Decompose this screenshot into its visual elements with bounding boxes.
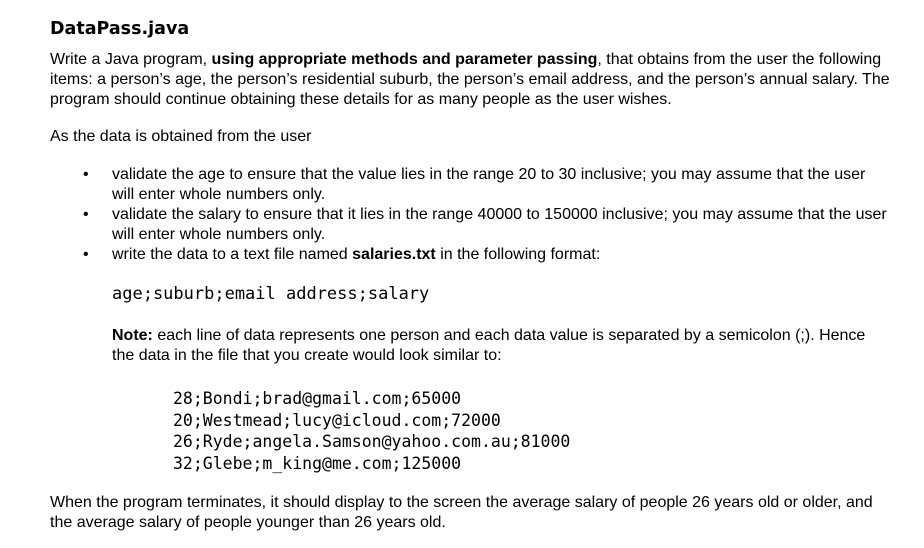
filename-text: salaries.txt — [352, 246, 436, 263]
document-page — [50, 18, 890, 533]
note-paragraph — [112, 326, 890, 366]
list-item — [50, 245, 890, 265]
list-item-text-post: in the following format: — [435, 246, 601, 263]
sample-data-block — [173, 388, 890, 474]
intro-bold-text: using appropriate methods and parameter passing — [211, 51, 598, 68]
list-item — [50, 165, 890, 205]
list-item — [50, 205, 890, 245]
lead-paragraph: As the data is obtained from the user — [50, 128, 312, 145]
sample-line: 32;Glebe;m_king@me.com;125000 — [173, 453, 462, 473]
sample-line: 20;Westmead;lucy@icloud.com;72000 — [173, 410, 501, 430]
sample-line: 28;Bondi;brad@gmail.com;65000 — [173, 389, 462, 408]
note-label: Note: — [112, 327, 153, 344]
sample-line: 26;Ryde;angela.Samson@yahoo.com.au;81000 — [173, 432, 571, 451]
requirements-list — [50, 165, 890, 265]
closing-paragraph: When the program terminates, it should display to the screen the average salary of people 26 years old or older, and the average salary of people younger than 26 years old. — [50, 494, 873, 531]
list-item-text-pre: write the data to a text file named — [112, 246, 353, 263]
note-text: each line of data represents one person and each data value is separated by a semicolon (;). Hence the data in the file that you create would look similar to: — [112, 327, 866, 364]
bullet-icon: • — [83, 166, 89, 183]
format-line: age;suburb;email address;salary — [112, 284, 430, 304]
list-item-text: validate the age to ensure that the value lies in the range 20 to 30 inclusive; you may assume that the user will enter whole numbers only. — [112, 166, 866, 203]
intro-text-1: Write a Java program, — [50, 51, 212, 68]
document-title: DataPass.java — [50, 19, 190, 39]
list-item-text: validate the salary to ensure that it lies in the range 40000 to 150000 inclusive; you may assume that the user will enter whole numbers only. — [112, 206, 887, 243]
bullet-icon: • — [83, 246, 89, 263]
bullet-icon: • — [83, 206, 89, 223]
intro-text-2: , that obtains from the user the following items: a person’s age, the person’s residential suburb, the person’s email address, and the person’s annual salary. The program should continue obtaining these details for as many people as the user wishes. — [50, 51, 890, 108]
intro-paragraph — [50, 50, 890, 110]
